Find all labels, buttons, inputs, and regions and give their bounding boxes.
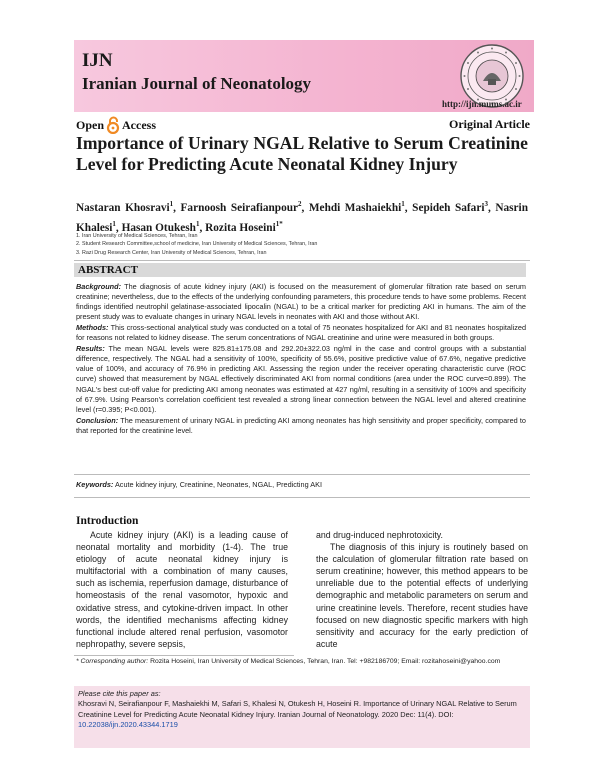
footnote-divider bbox=[74, 655, 294, 656]
divider bbox=[74, 474, 530, 475]
journal-banner bbox=[74, 40, 534, 112]
article-title: Importance of Urinary NGAL Relative to Serum Creatinine Level for Predicting Acute Neonatal Kidney Injury bbox=[76, 133, 528, 174]
affiliations bbox=[76, 232, 528, 257]
author: Nastaran Khosravi$^1$ bbox=[76, 200, 174, 214]
intro-paragraph: Acute kidney injury (AKI) is a leading cause of neonatal mortality and morbidity (1-4). The true etiology of acute neonatal kidney injury is multifactorial with a combination of many causes, such as ischemia, reperfusion damage, disturbance of homeostasis of the renal vasomotor, hypoxic and oxidative stress, and cytokine-driven impact. In other words, the identified mechanisms affecting kidney functional include altered renal perfusion, vasomotor nephropathy, severe sepsis, bbox=[76, 530, 288, 649]
abstract-heading: ABSTRACT bbox=[74, 263, 526, 277]
abstract-background: Background: The diagnosis of acute kidney injury (AKI) is focused on the measurement of glomerular filtration rate based on serum creatinine; nevertheless, due to the effects of the underlying confounding parameters, this procedure tends to have some problems. Recent findings identified neutrophil gelatinase-associated lipocalin (NGAL) to be a critical marker for predicting AKI in humans. The aim of the present study was to evaluate changes in urinary NGAL levels in neonates with AKI and those without AKI. bbox=[76, 282, 526, 322]
abstract-results: Results: The mean NGAL levels were 825.81±175.08 and 292.20±322.03 ng/ml in the case and control groups with a substantial difference, respectively. The NGAL had a sensitivity of 100%, specificity of 55.6%, positive predictive value of 67.6%, negative predictive value of 100%, and accuracy of 76.9% in predicting AKI. Assessing the region under the receiver operating characteristic curve (ROC curve) showed that measurement by NGAL effectively discriminated AKI from normal conditions (area under the ROC curve=0.899). The NGAL's best cut-off value for predicting AKI among neonates was estimated at 427 ng/ml, resulting in a sensitivity of 100% and specificity of 67.9%. Using Pearson's correlation coefficient test revealed a strong linear connection between the NGAL level and altered creatinine level (r=0.395; P<0.001). bbox=[76, 343, 526, 414]
author: Nasrin Khalesi$^1$ bbox=[76, 201, 528, 234]
journal-title-block bbox=[82, 50, 311, 94]
abstract-body bbox=[76, 282, 526, 436]
author: Hasan Otukesh$^1$ bbox=[121, 219, 200, 234]
intro-column-left bbox=[76, 529, 288, 650]
citation-label: Please cite this paper as: bbox=[78, 689, 161, 698]
citation-text: Khosravi N, Seirafianpour F, Mashaiekhi M, Safari S, Khalesi N, Otukesh H, Hoseini R. Importance of Urinary NGAL Relative to Serum Creatinine Level for Predicting Acute Neonatal Kidney Injury. Iranian Journal of Neonatology. 2020 Dec: 11(4). DOI: bbox=[78, 699, 517, 719]
citation-box bbox=[74, 686, 530, 748]
intro-paragraph: and drug-induced nephrotoxicity. bbox=[316, 530, 443, 540]
keywords: Keywords: Acute kidney injury, Creatinine, Neonates, NGAL, Predicting AKI bbox=[76, 480, 323, 489]
abstract-methods: Methods: This cross-sectional analytical study was conducted on a total of 75 neonates hospitalized for AKI and 81 neonates hospitalized for reasons not related to kidney disease. The serum concentrations of NGAL creatinine and urine were measured in both groups. bbox=[76, 323, 526, 343]
introduction-heading: Introduction bbox=[76, 515, 139, 527]
intro-paragraph: The diagnosis of this injury is routinely based on the calculation of glomerular filtration rate based on serum creatinine; however, this method appears to be unreliable due to the potential effects of underlying demographic and metabolic parameters on serum and urine creatinine levels. Therefore, recent studies have focused on new diagnostic specific markers with high sensitivity and accuracy for the early prediction of acute bbox=[316, 542, 528, 649]
journal-url[interactable]: http://ijn.mums.ac.ir bbox=[442, 99, 522, 109]
affiliation: 3. Razi Drug Research Center, Iran University of Medical Sciences, Tehran, Iran bbox=[76, 249, 267, 256]
affiliation: 1. Iran University of Medical Sciences, Tehran, Iran bbox=[76, 233, 198, 239]
journal-abbr: IJN bbox=[82, 50, 113, 71]
open-text: Open bbox=[76, 117, 105, 132]
author-list: Nastaran Khosravi$^1$, Farnoosh Seirafianpour$^2$, Mehdi Mashaiekhi$^1$, Sepideh Safari$^3$, Nasrin Khalesi$^1$, Hasan Otukesh$^1$, Rozita Hoseini$^{1*}$ bbox=[76, 200, 528, 234]
author: Rozita Hoseini$^{1*}$ bbox=[205, 219, 283, 234]
author: Farnoosh Seirafianpour$^2$ bbox=[180, 200, 302, 214]
article-type: Original Article bbox=[449, 117, 530, 131]
access-text: Access bbox=[122, 117, 156, 132]
corresponding-author: * Corresponding author: Rozita Hoseini, Iran University of Medical Sciences, Tehran, Iran. Tel: +98218670​9; Email: rozitahoseini@yahoo.com bbox=[76, 658, 501, 665]
author: Mehdi Mashaiekhi$^1$ bbox=[308, 200, 405, 214]
author: Sepideh Safari$^3$ bbox=[412, 200, 488, 214]
divider bbox=[74, 497, 530, 498]
open-lock-icon bbox=[106, 116, 120, 134]
doi-link[interactable]: 10.22038/ijn.2020.43344.1719 bbox=[78, 720, 178, 730]
divider bbox=[74, 260, 530, 261]
affiliation: 2. Student Research Committee,school of medicine, Iran University of Medical Sciences, Tehran, Iran bbox=[76, 241, 318, 248]
abstract-conclusion: Conclusion: The measurement of urinary NGAL in predicting AKI among neonates has high sensitivity and proper specificity, compared to that reported for the creatinine level. bbox=[76, 415, 526, 435]
open-access-label bbox=[76, 116, 156, 134]
intro-column-right bbox=[316, 529, 528, 650]
journal-name: Iranian Journal of Neonatology bbox=[82, 74, 312, 93]
